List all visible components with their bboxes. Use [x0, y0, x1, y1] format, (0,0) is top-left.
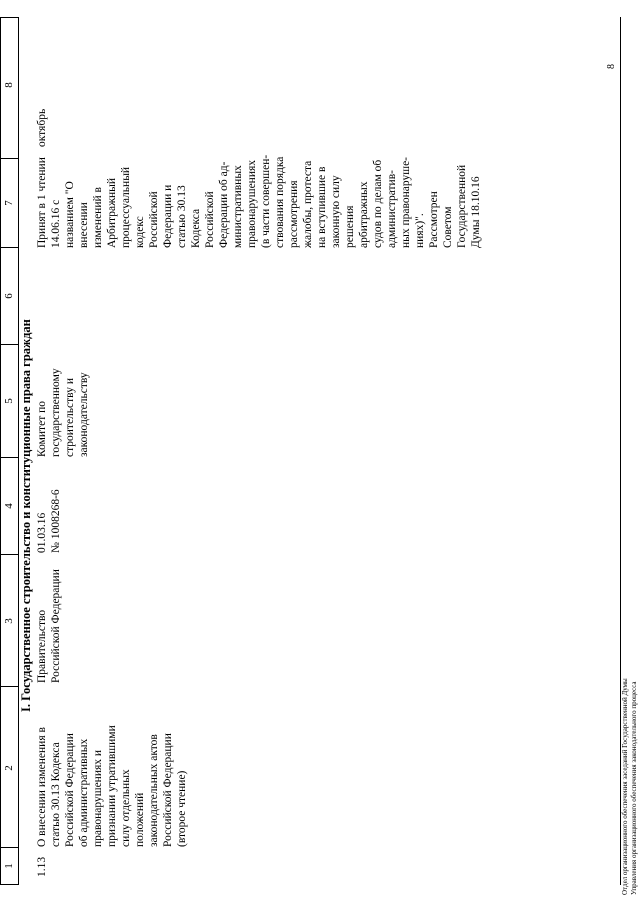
row-number: 1.13 — [36, 856, 48, 877]
column-number-3: 3 — [3, 618, 15, 624]
column-number-6: 6 — [3, 293, 15, 299]
column-number-2: 2 — [3, 765, 15, 771]
footer-line-1: Отдел организационного обеспечения заседаний Государственной Думы — [621, 678, 629, 895]
table-top-border — [0, 17, 1, 885]
column-number-1: 1 — [3, 863, 15, 869]
section-title: I. Государственное строительство и конституционные права граждан — [19, 319, 33, 712]
date-and-number: 01.03.16 № 1008268-6 — [36, 489, 62, 553]
column-number-7: 7 — [3, 200, 15, 206]
bill-title: О внесении изменения в статью 30.13 Кодекса Российской Федерации об административных правонарушениях и признании утратившими силу отдельных положений законодательных актов Российской Федерации (второе чтение) — [36, 725, 188, 847]
column-border-2 — [0, 686, 18, 687]
status-notes: Принят в 1 чтении 14.06.16 с названием "О внесении изменений в Арбитражный процессуальный кодекс Российской Федерации и статью 30.13 Кодекса Российской Федерации об ад- министративных правонарушениях (в части совершен- ствования порядка рассмотрения жалобы, протеста на вступившие в законную силу решения арбитражных судов по делам об административ- ных правонаруше- ниях)". Рассмотрен Советом Государственной Думы 18.10.16 — [36, 154, 482, 248]
column-border-6 — [0, 247, 18, 248]
month-cell: октябрь — [36, 108, 48, 147]
column-number-5: 5 — [3, 398, 15, 404]
initiator: Правительство Российской Федерации — [36, 569, 62, 683]
column-border-3 — [0, 554, 18, 555]
column-border-5 — [0, 344, 18, 345]
column-border-8 — [0, 17, 18, 18]
column-border-1 — [0, 847, 18, 848]
footer-line-2: Управления организационного обеспечения законодательного процесса — [630, 681, 638, 895]
column-border-4 — [0, 457, 18, 458]
column-border-0 — [0, 884, 18, 885]
column-border-7 — [0, 158, 18, 159]
column-number-8: 8 — [3, 82, 15, 88]
page-number: 8 — [606, 64, 617, 69]
column-number-4: 4 — [3, 503, 15, 509]
responsible-committee: Комитет по государственному строительству и законодательству — [36, 368, 90, 457]
